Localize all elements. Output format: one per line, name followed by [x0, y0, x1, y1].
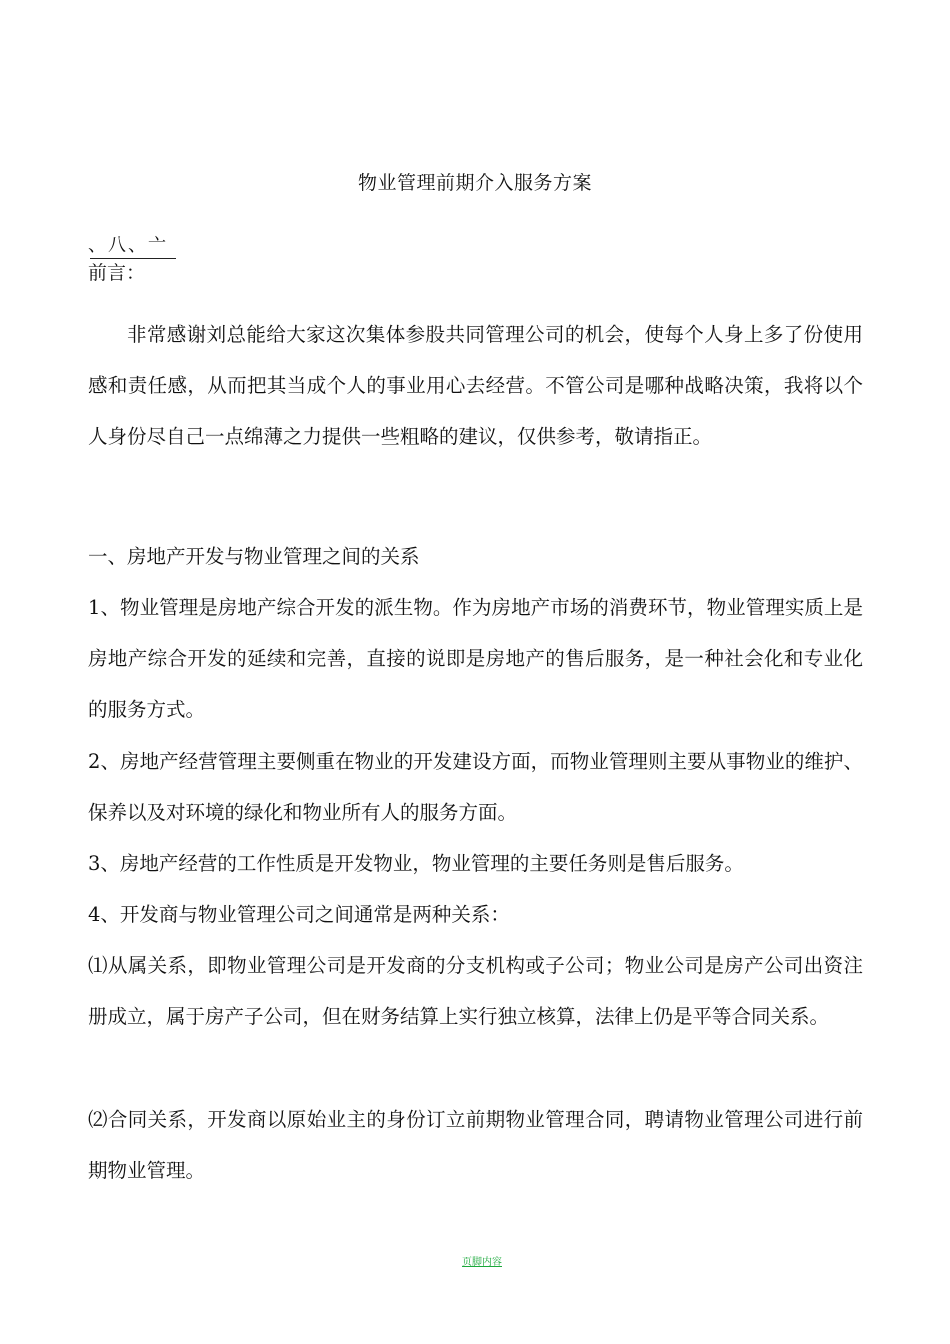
preface-label: 前言：: [88, 262, 146, 284]
page-footer: 页脚内容: [462, 1257, 502, 1268]
document-title: 物业管理前期介入服务方案: [357, 172, 592, 194]
paragraph-4: 4、开发商与物业管理公司之间通常是两种关系：: [88, 903, 510, 926]
intro-paragraph: 非常感谢刘总能给大家这次集体参股共同管理公司的机会，使每个人身上多了份使用感和责任感，从而把其当成个人的事业用心去经营。不管公司是哪种战略决策，我将以个人身份尽自己一点绵薄之力提供一些粗略的建议，仅供参考，敬请指正。: [88, 323, 863, 448]
paragraph-4-2: ⑵合同关系，开发商以原始业主的身份订立前期物业管理合同，聘请物业管理公司进行前期物业管理。: [88, 1108, 863, 1182]
section-heading-1: 一、房地产开发与物业管理之间的关系: [88, 545, 420, 568]
paragraph-3: 3、房地产经营的工作性质是开发物业，物业管理的主要任务则是售后服务。: [88, 852, 744, 875]
paragraph-2: 2、房地产经营管理主要侧重在物业的开发建设方面，而物业管理则主要从事物业的维护、保养以及对环境的绿化和物业所有人的服务方面。: [88, 750, 863, 824]
garbled-heading: 、八、亠: [88, 235, 168, 256]
paragraph-4-1: ⑴从属关系，即物业管理公司是开发商的分支机构或子公司；物业公司是房产公司出资注册成立，属于房产子公司，但在财务结算上实行独立核算，法律上仍是平等合同关系。: [88, 954, 863, 1028]
paragraph-1: 1、物业管理是房地产综合开发的派生物。作为房地产市场的消费环节，物业管理实质上是房地产综合开发的延续和完善，直接的说即是房地产的售后服务，是一种社会化和专业化的服务方式。: [88, 596, 863, 721]
